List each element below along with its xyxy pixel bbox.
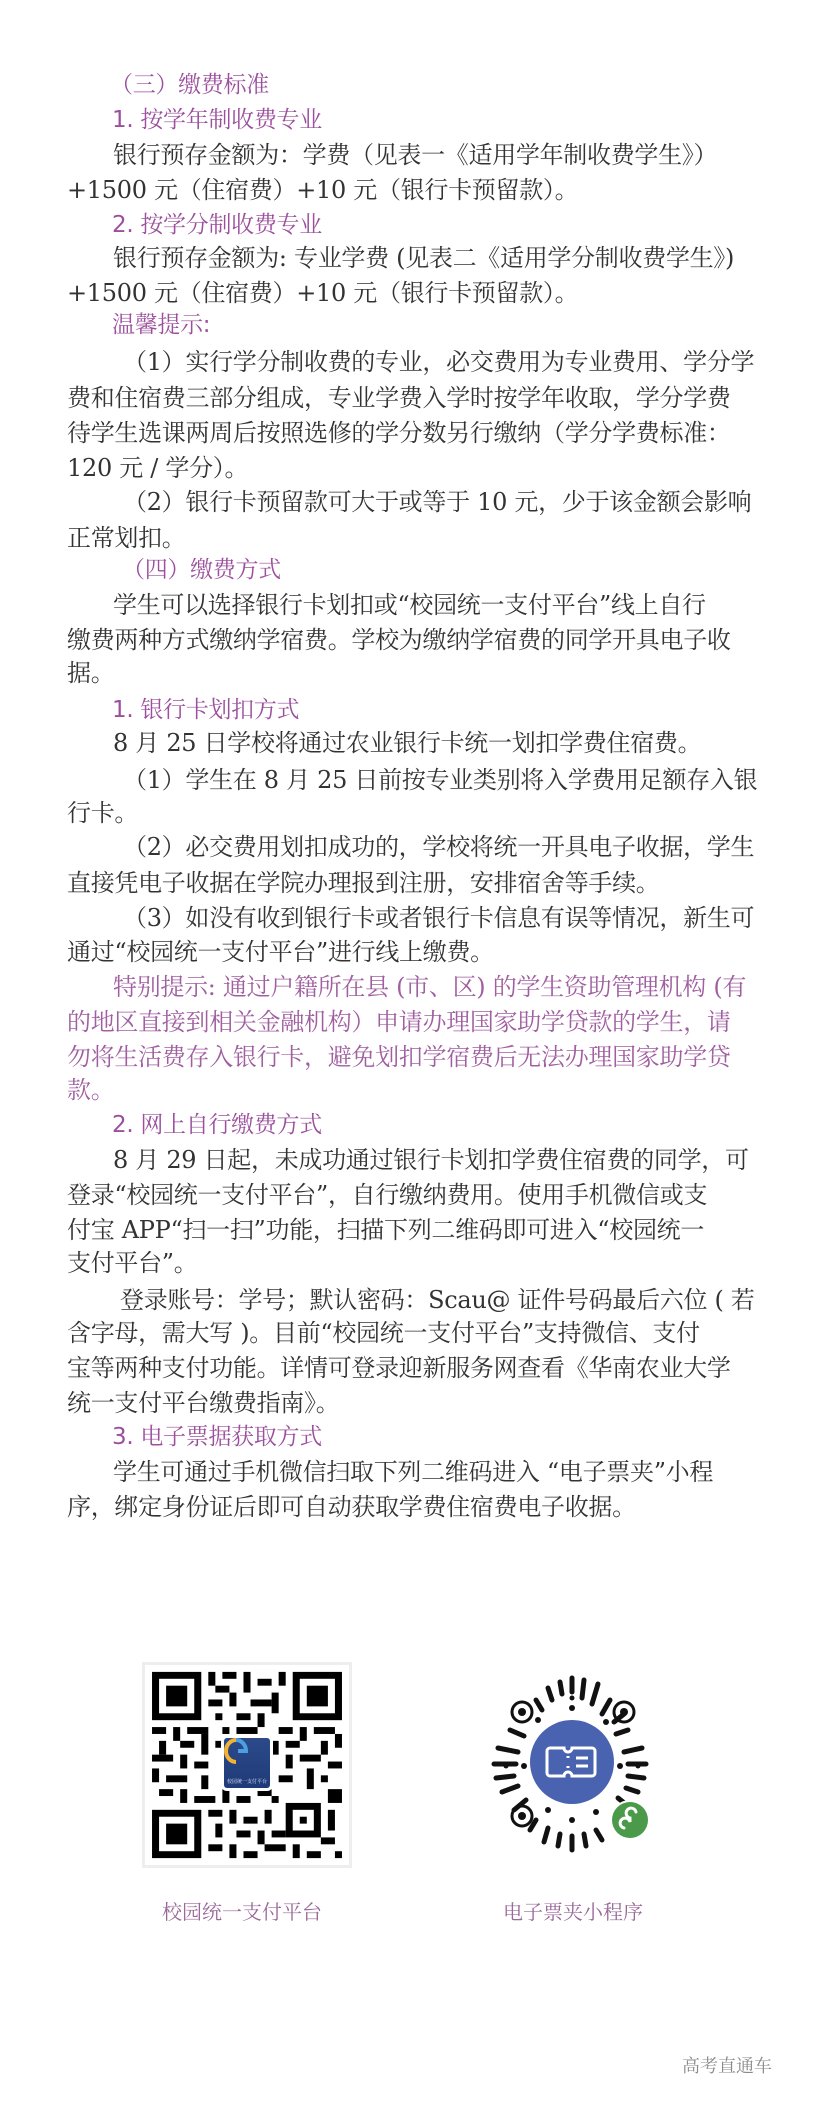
text-line: 登录账号：学号；默认密码：Scau@ 证件号码最后六位 ( 若 (120, 1286, 755, 1314)
text-line: （1）实行学分制收费的专业，必交费用为专业费用、学分学 (123, 348, 755, 376)
section-heading-fee-standard: （三）缴费标准 (110, 72, 269, 98)
special-notice-line: 款。 (67, 1076, 115, 1104)
text-line: 宝等两种支付功能。详情可登录迎新服务网查看《华南农业大学 (67, 1354, 731, 1382)
text-line: 正常划扣。 (67, 524, 186, 552)
section-heading-payment-methods: （四）缴费方式 (122, 557, 281, 583)
payment-platform-caption: 校园统一支付平台 (162, 1900, 322, 1924)
special-notice-line: 勿将生活费存入银行卡，避免划扣学宿费后无法办理国家助学贷 (67, 1043, 731, 1071)
special-notice-line: 特别提示: 通过户籍所在县 (市、区) 的学生资助管理机构 (有 (113, 973, 747, 1001)
text-line: 统一支付平台缴费指南》。 (67, 1389, 340, 1417)
text-line: 银行预存金额为：学费（见表一《适用学年制收费学生》） (113, 141, 718, 169)
text-line: 8 月 29 日起，未成功通过银行卡划扣学费住宿费的同学，可 (113, 1146, 749, 1174)
text-line: 直接凭电子收据在学院办理报到注册，安排宿舍等手续。 (67, 869, 660, 897)
text-line: （3）如没有收到银行卡或者银行卡信息有误等情况，新生可 (123, 904, 755, 932)
text-line: 待学生选课两周后按照选修的学分数另行缴纳（学分学费标准： (67, 419, 731, 447)
text-line: 付宝 APP“扫一扫”功能，扫描下列二维码即可进入“校园统一 (67, 1216, 705, 1244)
text-line: 行卡。 (67, 799, 139, 827)
payment-platform-qr-code (142, 1662, 352, 1868)
text-line: 支付平台”。 (67, 1249, 198, 1277)
subheading-e-receipt: 3. 电子票据获取方式 (112, 1424, 322, 1450)
text-line: 120 元 / 学分）。 (67, 454, 249, 482)
subheading-academic-year: 1. 按学年制收费专业 (112, 107, 322, 133)
subheading-online-payment: 2. 网上自行缴费方式 (112, 1112, 322, 1138)
payment-platform-g-logo-icon (224, 1738, 248, 1764)
subheading-credit-system: 2. 按学分制收费专业 (112, 212, 322, 238)
special-notice-line: 的地区直接到相关金融机构）申请办理国家助学贷款的学生，请 (67, 1008, 731, 1036)
text-line: 通过“校园统一支付平台”进行线上缴费。 (67, 938, 494, 966)
text-line: 据。 (67, 659, 115, 687)
text-line: +1500 元（住宿费）+10 元（银行卡预留款）。 (67, 279, 579, 307)
e-receipt-mini-program-code (478, 1670, 666, 1858)
text-line: 学生可以选择银行卡划扣或“校园统一支付平台”线上自行 (113, 591, 706, 619)
payment-platform-logo-text: 校园统一支付平台 (226, 1779, 267, 1785)
text-line: 学生可通过手机微信扫取下列二维码进入 “电子票夹”小程 (113, 1458, 714, 1486)
text-line: （2）银行卡预留款可大于或等于 10 元，少于该金额会影响 (123, 488, 752, 516)
tips-heading: 温馨提示: (112, 312, 211, 338)
e-receipt-caption: 电子票夹小程序 (503, 1900, 643, 1924)
mini-program-code-pattern-icon (478, 1670, 666, 1858)
text-line: 登录“校园统一支付平台”，自行缴纳费用。使用手机微信或支 (67, 1181, 708, 1209)
text-line: （1）学生在 8 月 25 日前按专业类别将入学费用足额存入银 (123, 766, 758, 794)
payment-platform-logo (221, 1735, 273, 1791)
text-line: （2）必交费用划扣成功的，学校将统一开具电子收据，学生 (123, 833, 755, 861)
text-line: 费和住宿费三部分组成，专业学费入学时按学年收取，学分学费 (67, 384, 731, 412)
text-line: 含字母，需大写 )。目前“校园统一支付平台”支持微信、支付 (67, 1319, 700, 1347)
subheading-bank-card-deduction: 1. 银行卡划扣方式 (112, 697, 300, 723)
text-line: 缴费两种方式缴纳学宿费。学校为缴纳学宿费的同学开具电子收 (67, 626, 731, 654)
text-line: 银行预存金额为: 专业学费 (见表二《适用学分制收费学生》) (113, 244, 735, 272)
text-line: 序，绑定身份证后即可自动获取学费住宿费电子收据。 (67, 1493, 636, 1521)
watermark: 高考直通车 (682, 2056, 772, 2077)
text-line: 8 月 25 日学校将通过农业银行卡统一划扣学费住宿费。 (113, 729, 702, 757)
text-line: +1500 元（住宿费）+10 元（银行卡预留款）。 (67, 176, 579, 204)
